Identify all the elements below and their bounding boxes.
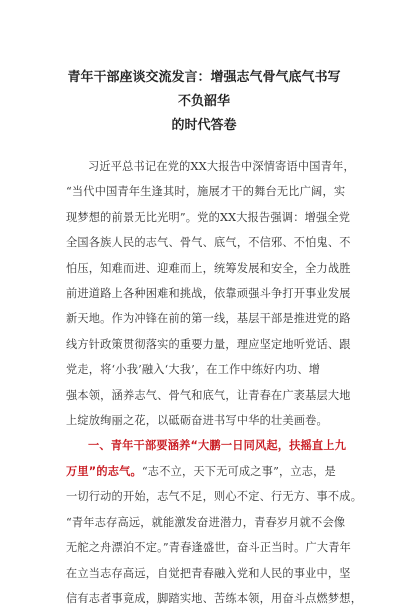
title-line-1: 青年干部座谈交流发言：增强志气骨气底气书写不负韶华: [67, 70, 341, 109]
paragraph-line: “当代中国青年生逢其时，施展才干的舞台无比广阔，实: [66, 185, 346, 199]
paragraph-line: 习近平总书记在党的XX大报告中深情寄语中国青年，: [88, 160, 355, 173]
paragraph-line: 前进道路上各种困难和挑战，依靠顽强斗争打开事业发展: [66, 287, 351, 301]
paragraph-line: 信有志者事竟成，脚踏实地、苦练本领，用奋斗点燃梦想，: [66, 591, 363, 605]
section-heading-red-continued: 万里”的志气。: [66, 464, 142, 478]
body-paragraph-1: [66, 154, 355, 433]
paragraph-line: 强本领，涵养志气、骨气和底气，让青春在广袤基层大地: [66, 388, 351, 402]
paragraph-line-rest: “志不立，天下无可成之事”，立志，是: [141, 464, 336, 478]
document-title: [66, 66, 342, 138]
paragraph-line: 在立当志存高远，自觉把青春融入党和人民的事业中，坚: [66, 566, 351, 580]
paragraph-line: “青年志存高远，就能激发奋进潜力，青春岁月就不会像: [66, 515, 346, 529]
paragraph-line: 无舵之舟漂泊不定。”青春逢盛世，奋斗正当时。广大青年: [66, 541, 352, 555]
paragraph-line: 新天地。作为冲锋在前的第一线，基层干部是推进党的路: [66, 312, 351, 326]
paragraph-line: 怕压，知难而进、迎难而上，统筹发展和安全，全力战胜: [66, 261, 351, 275]
paragraph-line: 线方针政策贯彻落实的重要力量，理应坚定地听党话、跟: [66, 337, 351, 351]
paragraph-line: [66, 459, 342, 484]
paragraph-line: 党走，将‘小我’融入‘大我’，在工作中练好内功、增: [66, 363, 321, 377]
paragraph-line: 一切行动的开始，志气不足，则心不定、行无方、事不成。: [66, 490, 363, 504]
paragraph-line: 上绽放绚丽之花，以砥砺奋进书写中华的壮美画卷。: [66, 414, 328, 428]
section-heading-red: 一、青年干部要涵养“大鹏一日同风起，扶摇直上九: [88, 439, 347, 453]
paragraph-line: 现梦想的前景无比光明”。党的XX大报告强调：增强全党: [66, 210, 351, 224]
title-line-2: 的时代答卷: [171, 118, 237, 133]
paragraph-line: 全国各族人民的志气、骨气、底气，不信邪、不怕鬼、不: [66, 236, 351, 250]
body-paragraph-2: [66, 433, 363, 611]
